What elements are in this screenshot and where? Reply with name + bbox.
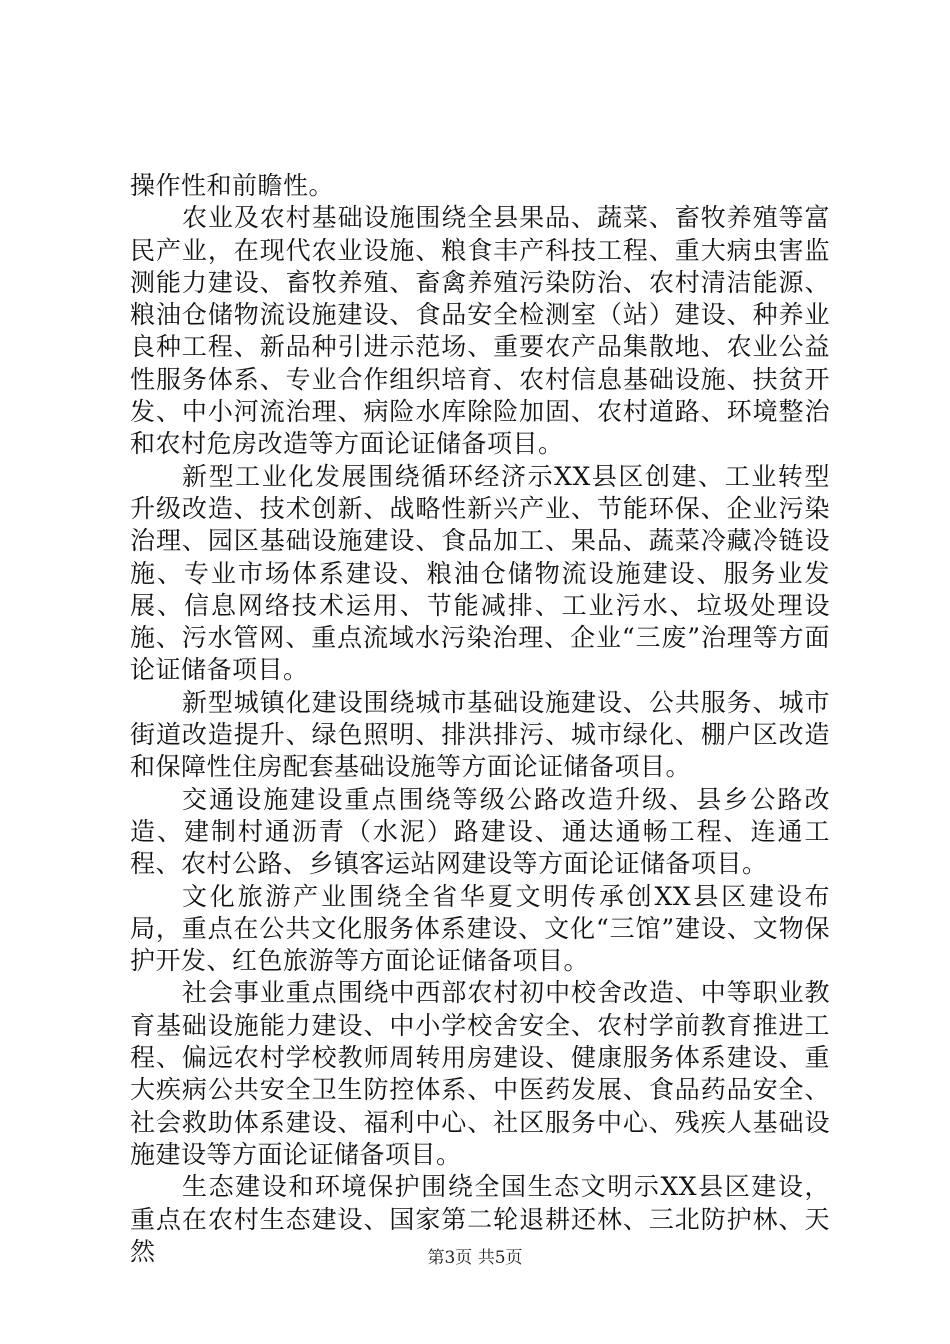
paragraph-culture-tourism: 文化旅游产业围绕全省华夏文明传承创XX县区建设布局，重点在公共文化服务体系建设、文化“三馆”建设、文物保护开发、红色旅游等方面论证储备项目。 — [130, 881, 830, 976]
paragraph-continuation: 操作性和前瞻性。 — [130, 171, 335, 200]
paragraph-ecology: 生态建设和环境保护围绕全国生态文明示XX县区建设，重点在农村生态建设、国家第二轮退耕还林、三北防护林、天然 — [130, 1172, 830, 1266]
paragraph-agriculture: 农业及农村基础设施围绕全县果品、蔬菜、畜牧养殖等富民产业，在现代农业设施、粮食丰产科技工程、重大病虫害监测能力建设、畜牧养殖、畜禽养殖污染防治、农村清洁能源、粮油仓储物流设施建设、食品安全检测室（站）建设、种养业良种工程、新品种引进示范场、重要农产品集散地、农业公益性服务体系、专业合作组织培育、农村信息基础设施、扶贫开发、中小河流治理、病险水库除险加固、农村道路、环境整治和农村危房改造等方面论证储备项目。 — [130, 203, 830, 459]
paragraph-urbanization: 新型城镇化建设围绕城市基础设施建设、公共服务、城市街道改造提升、绿色照明、排洪排污、城市绿化、棚户区改造和保障性住房配套基础设施等方面论证储备项目。 — [130, 687, 830, 782]
paragraph-industrialization: 新型工业化发展围绕循环经济示XX县区创建、工业转型升级改造、技术创新、战略性新兴产业、节能环保、企业污染治理、园区基础设施建设、食品加工、果品、蔬菜冷藏冷链设施、专业市场体系建设、粮油仓储物流设施建设、服务业发展、信息网络技术运用、节能减排、工业污水、垃圾处理设施、污水管网、重点流域水污染治理、企业“三废”治理等方面论证储备项目。 — [130, 461, 830, 685]
page-footer: 第3页 共5页 — [427, 1248, 523, 1268]
paragraph-transportation: 交通设施建设重点围绕等级公路改造升级、县乡公路改造、建制村通沥青（水泥）路建设、通达通畅工程、连通工程、农村公路、乡镇客运站网建设等方面论证储备项目。 — [130, 784, 830, 879]
document-body — [130, 170, 830, 1268]
paragraph-social-affairs: 社会事业重点围绕中西部农村初中校舍改造、中等职业教育基础设施能力建设、中小学校舍安全、农村学前教育推进工程、偏远农村学校教师周转用房建设、健康服务体系建设、重大疾病公共安全卫生防控体系、中医药发展、食品药品安全、社会救助体系建设、福利中心、社区服务中心、残疾人基础设施建设等方面论证储备项目。 — [130, 978, 830, 1169]
